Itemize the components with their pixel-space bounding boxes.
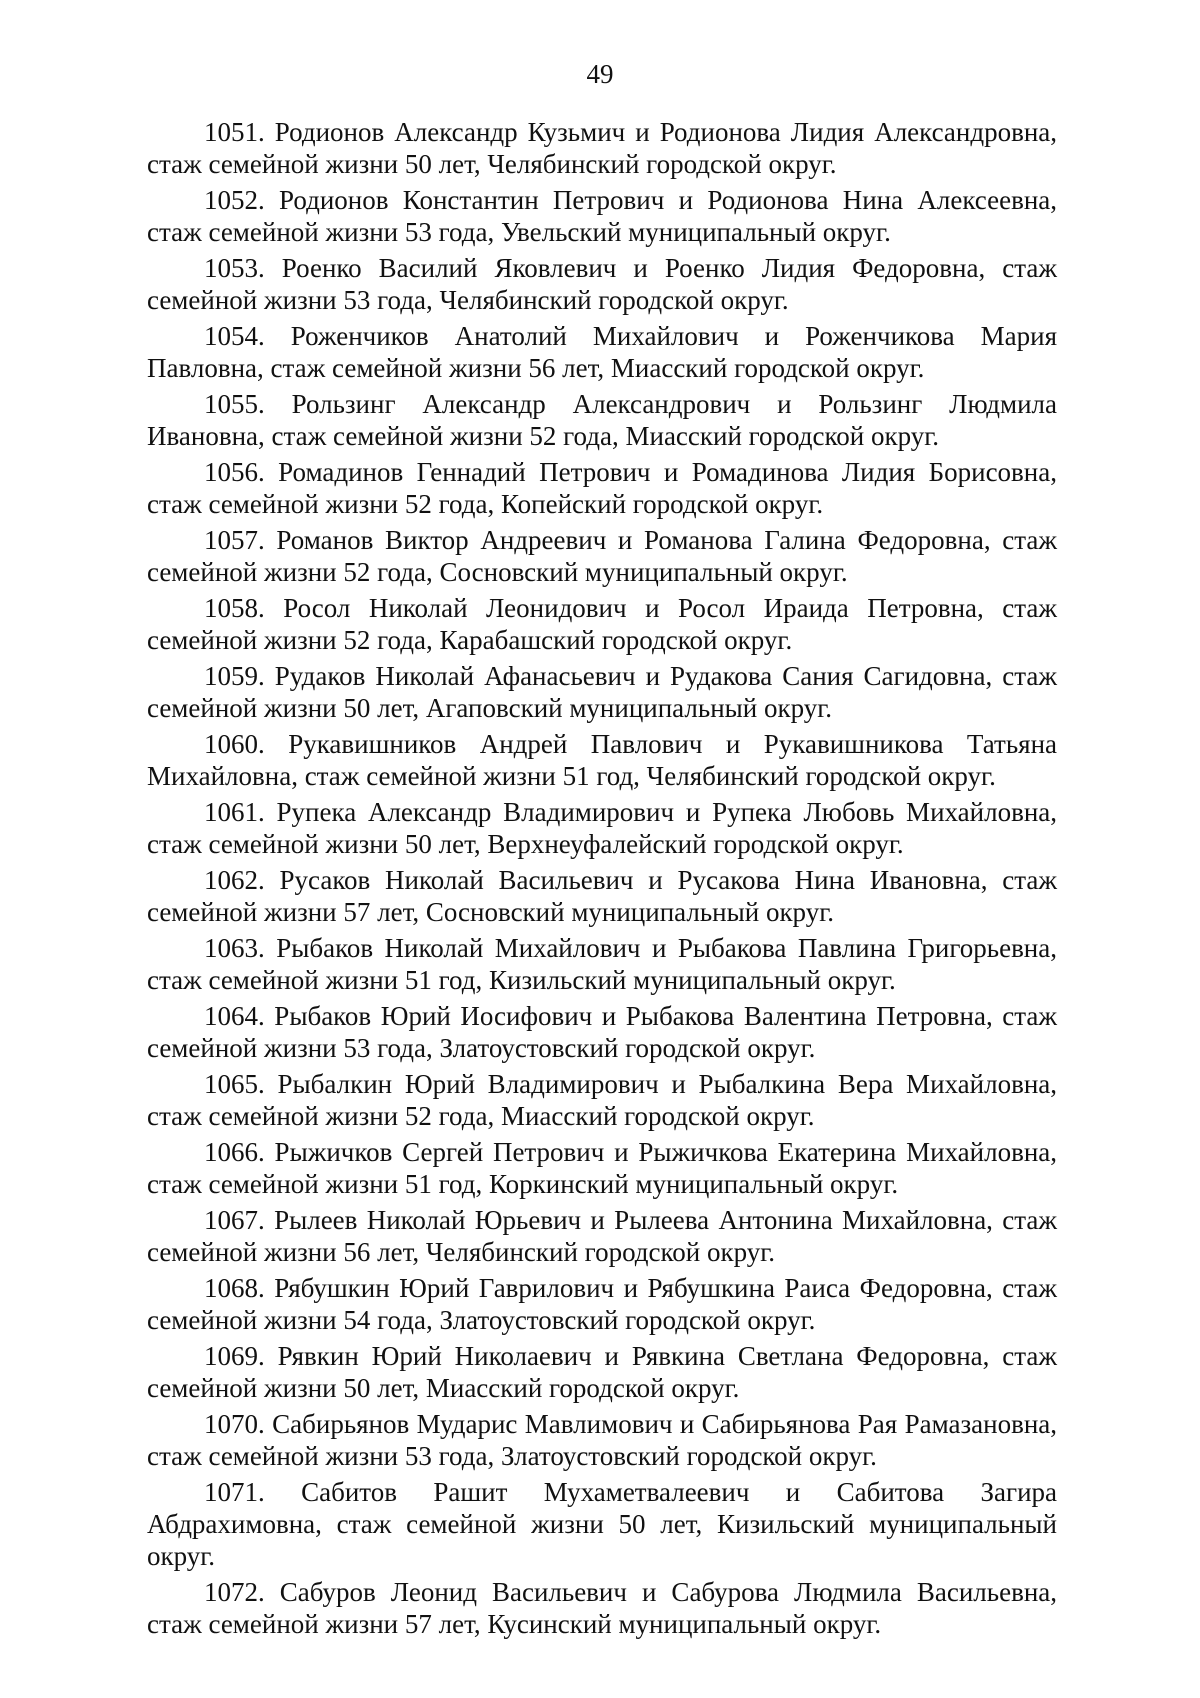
- entry-text: Сабитов Рашит Мухаметвалеевич и Сабитова Загира Абдрахимовна, стаж семейной жизни 50 лет, Кизильский муниципальный округ.: [147, 1477, 1058, 1571]
- page-number: 49: [586, 59, 614, 89]
- entry-number: 1071.: [204, 1477, 265, 1507]
- entry-text: Родионов Константин Петрович и Родионова Нина Алексеевна, стаж семейной жизни 53 года, Увельский муниципальный округ.: [147, 185, 1058, 247]
- list-item: [147, 1136, 1057, 1200]
- list-item: [147, 1576, 1057, 1640]
- entry-number: 1057.: [204, 525, 265, 555]
- entry-text: Рявкин Юрий Николаевич и Рявкина Светлана Федоровна, стаж семейной жизни 50 лет, Миасский городской округ.: [147, 1341, 1058, 1403]
- list-item: [147, 1340, 1057, 1404]
- entry-number: 1069.: [204, 1341, 265, 1371]
- entry-text: Сабирьянов Мударис Мавлимович и Сабирьянова Рая Рамазановна, стаж семейной жизни 53 года, Златоустовский городской округ.: [147, 1409, 1058, 1471]
- list-item: [147, 932, 1057, 996]
- list-item: [147, 1272, 1057, 1336]
- entry-text: Роженчиков Анатолий Михайлович и Роженчикова Мария Павловна, стаж семейной жизни 56 лет, Миасский городской округ.: [147, 321, 1057, 383]
- entry-number: 1060.: [204, 729, 265, 759]
- entry-text: Рыбаков Николай Михайлович и Рыбакова Павлина Григорьевна, стаж семейной жизни 51 год, Кизильский муниципальный округ.: [147, 933, 1057, 995]
- entry-text: Рукавишников Андрей Павлович и Рукавишникова Татьяна Михайловна, стаж семейной жизни 51 год, Челябинский городской округ.: [147, 729, 1058, 791]
- entry-number: 1051.: [204, 117, 265, 147]
- entry-text: Рупека Александр Владимирович и Рупека Любовь Михайловна, стаж семейной жизни 50 лет, Верхнеуфалейский городской округ.: [147, 797, 1057, 859]
- list-item: [147, 252, 1057, 316]
- entry-number: 1068.: [204, 1273, 265, 1303]
- list-item: [147, 1204, 1057, 1268]
- entry-number: 1067.: [204, 1205, 265, 1235]
- list-item: [147, 184, 1057, 248]
- list-item: [147, 524, 1057, 588]
- entry-text: Родионов Александр Кузьмич и Родионова Лидия Александровна, стаж семейной жизни 50 лет, Челябинский городской округ.: [147, 117, 1058, 179]
- entry-text: Росол Николай Леонидович и Росол Ираида Петровна, стаж семейной жизни 52 года, Карабашский городской округ.: [147, 593, 1057, 655]
- list-item: [147, 116, 1057, 180]
- entry-number: 1055.: [204, 389, 265, 419]
- list-item: [147, 592, 1057, 656]
- entry-text: Рользинг Александр Александрович и Рользинг Людмила Ивановна, стаж семейной жизни 52 года, Миасский городской округ.: [147, 389, 1058, 451]
- entry-number: 1059.: [204, 661, 265, 691]
- list-item: [147, 864, 1057, 928]
- entry-number: 1063.: [204, 933, 265, 963]
- list-item: [147, 1000, 1057, 1064]
- entry-number: 1065.: [204, 1069, 265, 1099]
- entry-number: 1062.: [204, 865, 265, 895]
- list-item: [147, 728, 1057, 792]
- entry-text: Рябушкин Юрий Гаврилович и Рябушкина Раиса Федоровна, стаж семейной жизни 54 года, Златоустовский городской округ.: [147, 1273, 1057, 1335]
- entry-number: 1066.: [204, 1137, 265, 1167]
- entry-number: 1053.: [204, 253, 265, 283]
- entry-text: Рылеев Николай Юрьевич и Рылеева Антонина Михайловна, стаж семейной жизни 56 лет, Челябинский городской округ.: [147, 1205, 1057, 1267]
- list-item: [147, 796, 1057, 860]
- entry-number: 1070.: [204, 1409, 265, 1439]
- entry-text: Рыжичков Сергей Петрович и Рыжичкова Екатерина Михайловна, стаж семейной жизни 51 год, Коркинский муниципальный округ.: [147, 1137, 1058, 1199]
- entry-text: Ромадинов Геннадий Петрович и Ромадинова Лидия Борисовна, стаж семейной жизни 52 года, Копейский городской округ.: [147, 457, 1057, 519]
- list-item: [147, 320, 1057, 384]
- entry-number: 1052.: [204, 185, 265, 215]
- list-item: [147, 1408, 1057, 1472]
- list-item: [147, 1068, 1057, 1132]
- entry-text: Рыбалкин Юрий Владимирович и Рыбалкина Вера Михайловна, стаж семейной жизни 52 года, Миасский городской округ.: [147, 1069, 1057, 1131]
- entry-number: 1072.: [204, 1577, 265, 1607]
- entry-list: [147, 116, 1057, 1644]
- entry-text: Романов Виктор Андреевич и Романова Галина Федоровна, стаж семейной жизни 52 года, Сосновский муниципальный округ.: [147, 525, 1057, 587]
- entry-number: 1058.: [204, 593, 265, 623]
- entry-number: 1064.: [204, 1001, 265, 1031]
- entry-text: Рудаков Николай Афанасьевич и Рудакова Сания Сагидовна, стаж семейной жизни 50 лет, Агаповский муниципальный округ.: [147, 661, 1058, 723]
- list-item: [147, 660, 1057, 724]
- list-item: [147, 1476, 1057, 1572]
- entry-number: 1061.: [204, 797, 265, 827]
- entry-text: Сабуров Леонид Васильевич и Сабурова Людмила Васильевна, стаж семейной жизни 57 лет, Кусинский муниципальный округ.: [147, 1577, 1058, 1639]
- list-item: [147, 456, 1057, 520]
- entry-number: 1054.: [204, 321, 265, 351]
- entry-number: 1056.: [204, 457, 265, 487]
- entry-text: Роенко Василий Яковлевич и Роенко Лидия Федоровна, стаж семейной жизни 53 года, Челябинский городской округ.: [147, 253, 1057, 315]
- entry-text: Русаков Николай Васильевич и Русакова Нина Ивановна, стаж семейной жизни 57 лет, Сосновский муниципальный округ.: [147, 865, 1057, 927]
- list-item: [147, 388, 1057, 452]
- entry-text: Рыбаков Юрий Иосифович и Рыбакова Валентина Петровна, стаж семейной жизни 53 года, Златоустовский городской округ.: [147, 1001, 1058, 1063]
